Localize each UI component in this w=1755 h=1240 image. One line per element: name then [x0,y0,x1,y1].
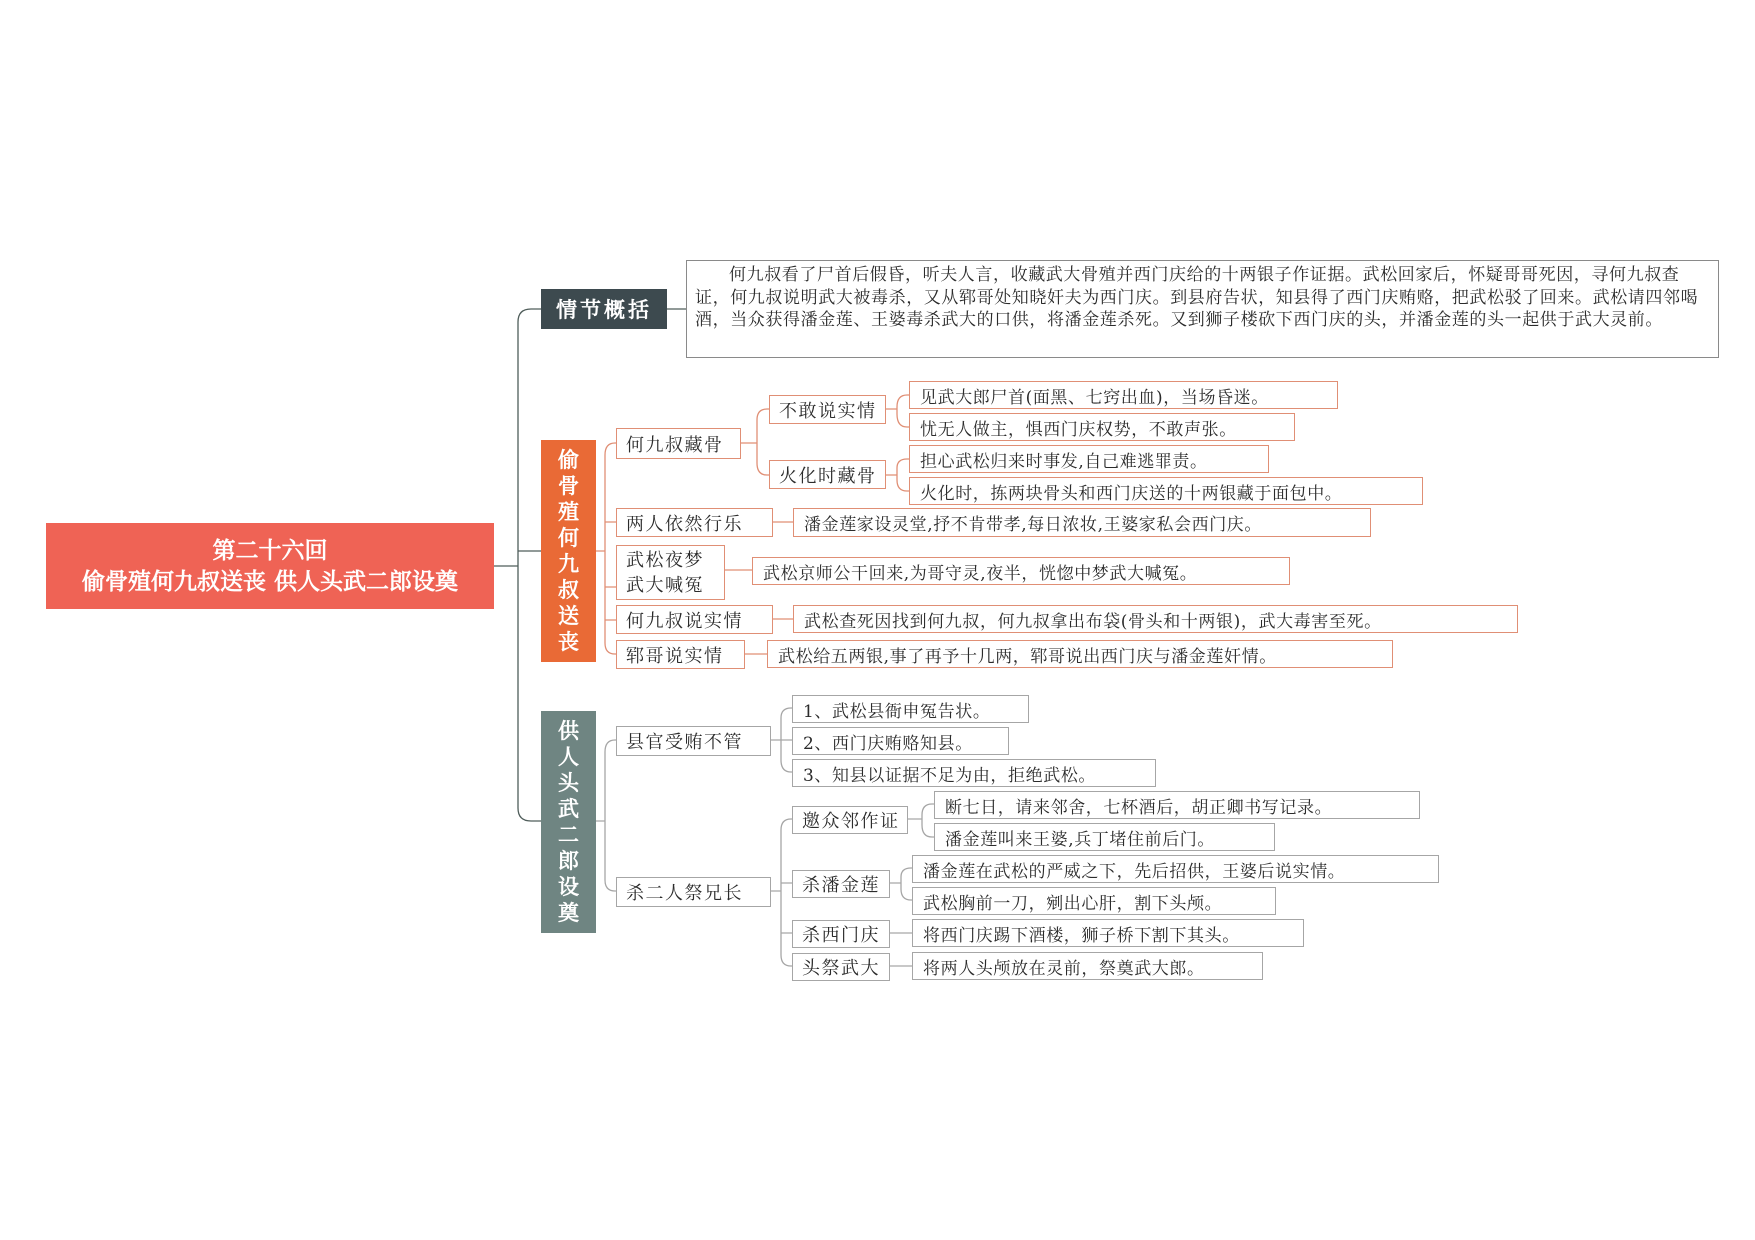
connector-bgs-leaves [886,395,909,427]
branch-part2-char: 郎 [558,848,579,873]
connector-part2-spine [596,740,616,891]
leaf-node: 武松京师公干回来,为哥守灵,夜半，恍惚中梦武大喊冤。 [752,557,1290,585]
leaf-node: 武松胸前一刀，剜出心肝，割下头颅。 [912,887,1276,915]
root-title[interactable] [46,523,494,609]
leaf-node: 断七日，请来邻舍，七杯酒后，胡正卿书写记录。 [934,791,1420,819]
summary-text: 何九叔看了尸首后假昏，听夫人言，收藏武大骨殖并西门庆给的十两银子作证据。武松回家后，怀疑哥哥死因，寻何九叔查证，何九叔说明武大被毒杀，又从郓哥处知晓奸夫为西门庆。到县府告状，知县得了西门庆贿赂，把武松驳了回来。武松请四邻喝酒，当众获得潘金莲、王婆毒杀武大的口供，将潘金莲杀死。又到狮子楼砍下西门庆的头，并潘金莲的头一起供于武大灵前。 [686,260,1719,358]
connector-spine [518,309,541,821]
branch-part2-char: 人 [558,744,579,769]
node-dream-line1: 武松夜梦 [626,549,704,571]
branch-part2[interactable] [541,711,596,933]
connector-hjs-children [741,409,769,475]
node-invite-neighbors[interactable]: 邀众邻作证 [792,806,908,834]
branch-part1-char: 叔 [558,577,579,602]
branch-part1-char: 骨 [558,473,579,498]
leaf-node: 武松给五两银,事了再予十几两，郓哥说出西门庆与潘金莲奸情。 [767,640,1393,668]
branch-part2-char: 二 [558,822,579,847]
connector-kill-children [771,819,792,966]
leaf-node: 潘金莲家设灵堂,抒不肯带孝,每日浓妆,王婆家私会西门庆。 [793,508,1371,537]
leaf-node: 2、西门庆贿赂知县。 [792,727,1009,755]
leaf-node: 将两人头颅放在灵前，祭奠武大郎。 [912,952,1263,980]
node-head-sacrifice[interactable]: 头祭武大 [792,953,890,981]
connector-part1-spine [596,443,616,654]
leaf-node: 潘金莲在武松的严威之下，先后招供，王婆后说实情。 [912,855,1439,883]
connector-hh-leaves [886,459,909,491]
node-kill-pan[interactable]: 杀潘金莲 [792,870,890,898]
branch-part1-char: 偷 [558,447,579,472]
leaf-node: 3、知县以证据不足为由，拒绝武松。 [792,759,1156,787]
branch-summary[interactable]: 情节概括 [541,289,667,329]
node-hjs-tell-truth[interactable]: 何九叔说实情 [616,605,773,634]
node-hjs-hide-bones[interactable]: 何九叔藏骨 [616,428,741,459]
branch-part1-char: 何 [558,525,579,550]
node-dare-not-tell[interactable]: 不敢说实情 [769,395,886,424]
node-dream[interactable] [616,545,725,600]
leaf-node: 见武大郎尸首(面黑、七窍出血)，当场昏迷。 [909,381,1338,409]
leaf-node: 忧无人做主，惧西门庆权势，不敢声张。 [909,413,1295,441]
branch-part2-char: 武 [558,796,579,821]
branch-part2-char: 设 [558,874,579,899]
leaf-node: 1、武松县衙申冤告状。 [792,695,1029,723]
node-still-merry[interactable]: 两人依然行乐 [616,508,773,537]
branch-part1-char: 九 [558,551,579,576]
branch-part1-char: 送 [558,603,579,628]
branch-part1-char: 殖 [558,499,579,524]
leaf-node: 武松查死因找到何九叔，何九叔拿出布袋(骨头和十两银)，武大毒害至死。 [793,605,1518,633]
leaf-node: 火化时，拣两块骨头和西门庆送的十两银藏于面包中。 [909,477,1423,505]
branch-part2-char: 头 [558,770,579,795]
branch-part2-char: 供 [558,718,579,743]
branch-part1[interactable] [541,440,596,662]
node-yunge-tell-truth[interactable]: 郓哥说实情 [616,640,745,669]
root-title-line2: 偷骨殖何九叔送丧 供人头武二郎设奠 [81,568,458,595]
node-dream-line2: 武大喊冤 [626,574,704,596]
connector-county-leaves [771,708,792,772]
node-hide-at-cremation[interactable]: 火化时藏骨 [769,460,886,489]
node-county-bribed[interactable]: 县官受贿不管 [616,726,771,756]
branch-part1-char: 丧 [558,629,579,654]
leaf-node: 潘金莲叫来王婆,兵丁堵住前后门。 [934,823,1275,851]
node-kill-two[interactable]: 杀二人祭兄长 [616,877,771,907]
connector-kpjl-leaves [890,868,912,900]
leaf-node: 将西门庆踢下酒楼，狮子桥下割下其头。 [912,919,1304,947]
branch-part2-char: 奠 [558,900,579,925]
root-title-line1: 第二十六回 [212,537,328,564]
leaf-node: 担心武松归来时事发,自己难逃罪责。 [909,445,1269,473]
connector-invite-leaves [908,804,934,837]
node-kill-ximen[interactable]: 杀西门庆 [792,920,890,948]
